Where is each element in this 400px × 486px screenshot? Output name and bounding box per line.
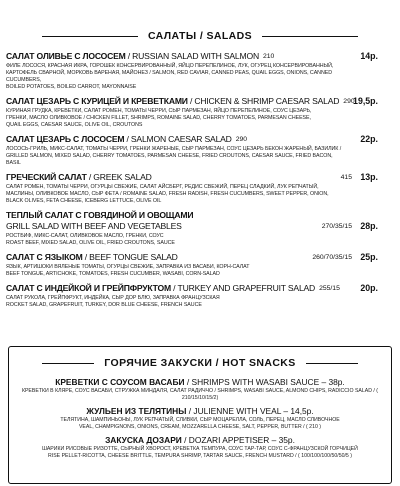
item-description: САЛАТ РУКОЛА, ГРЕЙПФРУКТ, ИНДЕЙКА, СЫР ДОР БЛЮ, ЗАПРАВКА ФРАНЦУЗСКАЯ ROCKET SALAD, GRAPEFRUIT, TURKEY, DOR BLUE CHEESE, FRENCH SAUCE xyxy=(6,295,220,308)
item-name: ГРЕЧЕСКИЙ САЛАТ / GREEK SALAD xyxy=(6,172,152,182)
item-name: САЛАТ ЦЕЗАРЬ С КУРИЦЕЙ И КРЕВЕТКАМИ / CHICKEN & SHRIMP CAESAR SALAD xyxy=(6,96,340,106)
item-price: 19,5р. xyxy=(353,96,378,106)
item-description: ЯЗЫК, АРТИШОКИ ВЯЛЕНЫЕ ТОМАТЫ, ОГУРЦЫ СВЕЖИЕ, ЗАПРАВКА ИЗ ВАСАБИ, КОРН-САЛАТ BEEF TONGUE, ARTICHOKE, TOMATOES, FRESH CUCUMBER, WASABI, CORN-SALAD xyxy=(6,264,250,277)
menu-item xyxy=(6,252,394,278)
hot-item-description: ТЕЛЯТИНА, ШАМПИНЬОНЫ, ЛУК РЕПЧАТЫЙ, СЛИВКИ, СЫР МОЦАРЕЛЛА, СОЛЬ, ПЕРЕЦ, МАСЛО СЛИВОЧНОЕ VEAL, CHAMPIGNONS, ONIONS, CREAM, MOZZARELLA CHEESE, SALT, PEPPER, BUTTER / ( 210 ) xyxy=(60,417,340,430)
item-name: САЛАТ ОЛИВЬЕ С ЛОСОСЕМ / RUSSIAN SALAD WITH SALMON xyxy=(6,51,259,61)
hot-snacks-box xyxy=(8,346,392,484)
menu-item xyxy=(6,283,394,309)
salads-list xyxy=(6,51,394,309)
hot-snacks-heading-text: ГОРЯЧИЕ ЗАКУСКИ / HOT SNACKS xyxy=(104,357,296,369)
item-weight: 255/15 xyxy=(319,285,340,292)
menu-item xyxy=(6,210,394,247)
item-weight: 415 xyxy=(340,174,352,181)
item-description: ЛОСОСЬ-ГРИЛЬ, МИКС-САЛАТ, ТОМАТЫ ЧЕРРИ, ГРЕНКИ ЖАРЕНЫЕ, СЫР ПАРМЕЗАН, СОУС ЦЕЗАРЬ БЕКОН ЖАРЕНЫЙ, БАЗИЛИК / GRILLED SALMON, MIXED SALAD, CHERRY TOMATOES, PARMESAN CHEESE, FRIED CROUTONS, CAESAR SAUCE, FRIED BACON, BASIL xyxy=(6,146,342,166)
item-name: САЛАТ С ЯЗЫКОМ / BEEF TONGUE SALAD xyxy=(6,252,178,262)
hot-item xyxy=(9,406,391,431)
menu-item xyxy=(6,51,394,91)
item-price: 28р. xyxy=(360,221,378,231)
divider-right xyxy=(306,363,358,364)
divider-left xyxy=(42,36,138,37)
menu-item xyxy=(6,134,394,167)
item-name: ТЕПЛЫЙ САЛАТ С ГОВЯДИНОЙ И ОВОЩАМИ xyxy=(6,210,194,220)
item-weight: 270/35/15 xyxy=(321,223,352,230)
hot-item xyxy=(9,377,391,402)
menu-item xyxy=(6,172,394,205)
item-price: 22р. xyxy=(360,134,378,144)
hot-item-description: ШАРИКИ РИСОВЫЕ РИЗОТТЕ, СЫРНЫЙ ХВОРОСТ, КРЕВЕТКА ТЕМПУРА, СОУС ТАР-ТАР, СОУС С-ФРАНЦУЗСКОЙ ГОРЧИЦЕЙ RISE PELLET-RICOTTA, CHEESE BRITTLE, TEMPURA SHRIMP, TARTAR SAUCE, FRENCH MUSTARD / ( 100/100/100/50/50/5 ) xyxy=(42,446,358,459)
salads-heading xyxy=(6,26,394,46)
hot-item-title: ЗАКУСКА ДОЗАРИ / DOZARI APPETISER – 35р. xyxy=(105,435,295,445)
hot-snacks-heading xyxy=(9,353,391,373)
item-name: САЛАТ С ИНДЕЙКОЙ И ГРЕЙПФРУКТОМ / TURKEY AND GRAPEFRUIT SALAD xyxy=(6,283,316,293)
item-price: 20р. xyxy=(360,283,378,293)
hot-item-title: ЖУЛЬЕН ИЗ ТЕЛЯТИНЫ / JULIENNE WITH VEAL – 14,5р. xyxy=(86,406,314,416)
item-description: ФИЛЕ ЛОСОСЯ, КРАСНАЯ ИКРА, ГОРОШЕК КОНСЕРВИРОВАННЫЙ, ЯЙЦО ПЕРЕПЕЛИНОЕ, ЛУК, ОГУРЕЦ КОНСЕРВИРОВАННЫЙ, КАРТОФЕЛЬ СВАРНОЙ, МОРКОВЬ ВАРЕНАЯ, МАЙОНЕЗ / SALMON, RED CAVIAR, CANNED PEAS, QUAIL EGGS, ONIONS, CANNED CUCUMBERS, BOILED POTATOES, BOILED CARROT, MAYONNAISE xyxy=(6,63,334,90)
menu-item xyxy=(6,96,394,129)
hot-item-title: КРЕВЕТКИ С СОУСОМ ВАСАБИ / SHRIMPS WITH WASABI SAUCE – 38р. xyxy=(55,377,345,387)
item-description: КУРИНАЯ ГРУДКА, КРЕВЕТКИ, САЛАТ РОМЕН, ТОМАТЫ ЧЕРРИ, СЫР ПАРМЕЗАН, ЯЙЦО ПЕРЕПЕЛИНОЕ, СОУС ЦЕЗАРЬ, ГРЕНКИ, МАСЛО ОЛИВКОВОЕ / CHICKEN FILLET, SHRIMPS, ROMAINE SALAD, CHERRY TOMATOES, PARMESAN CHEESE, QUAIL EGGS, CAESAR SAUCE, OLIVE OIL, CROUTONS xyxy=(6,108,312,128)
divider-right xyxy=(262,36,358,37)
salads-heading-text: САЛАТЫ / SALADS xyxy=(147,30,253,42)
item-weight: 290 xyxy=(343,98,355,105)
item-weight: 260/70/35/15 xyxy=(312,254,352,261)
hot-item-description: КРЕВЕТКИ В КЛЯРЕ, СОУС ВАСАБИ, СТРУЖКА МИНДАЛЯ, САЛАТ РАДИЧЧО / SHRIMPS, WASABI SAUCE, ALMOND CHIPS, RADICCIO SALAD / ( 210/15/10/15/2) xyxy=(21,388,379,401)
item-description: РОСТБИФ, МИКС-САЛАТ, ОЛИВКОВОЕ МАСЛО, ГРЕНКИ, СОУС ROAST BEEF, MIXED SALAD, OLIVE OIL, FRIED CROUTONS, SAUCE xyxy=(6,233,175,246)
item-name: САЛАТ ЦЕЗАРЬ С ЛОСОСЕМ / SALMON CAESAR SALAD xyxy=(6,134,232,144)
menu-page xyxy=(0,26,400,486)
item-weight: 290 xyxy=(235,136,248,143)
item-description: САЛАТ РОМЕН, ТОМАТЫ ЧЕРРИ, ОГУРЦЫ СВЕЖИЕ, САЛАТ АЙСБЕРГ, РЕДИС СВЕЖИЙ, ПЕРЕЦ СЛАДКИЙ, ЛУК РЕПЧАТЫЙ, МАСЛИНЫ, ОЛИВКОВОЕ МАСЛО, СЫР ФЕТА / ROMAINE SALAD, FRESH RADISH, FRESH CUCUMBERS, SWEET PEPPER, ONION, BLACK OLIVES, FETA CHEESE, ICEBERG LETTUCE, OLIVE OIL xyxy=(6,184,329,204)
item-price: 14р. xyxy=(360,51,378,61)
hot-item xyxy=(9,435,391,460)
item-price: 25р. xyxy=(360,252,378,262)
item-price: 13р. xyxy=(360,172,378,182)
item-weight: 210 xyxy=(262,53,275,60)
divider-left xyxy=(42,363,94,364)
item-name-english: GRILL SALAD WITH BEEF AND VEGETABLES xyxy=(6,221,182,231)
